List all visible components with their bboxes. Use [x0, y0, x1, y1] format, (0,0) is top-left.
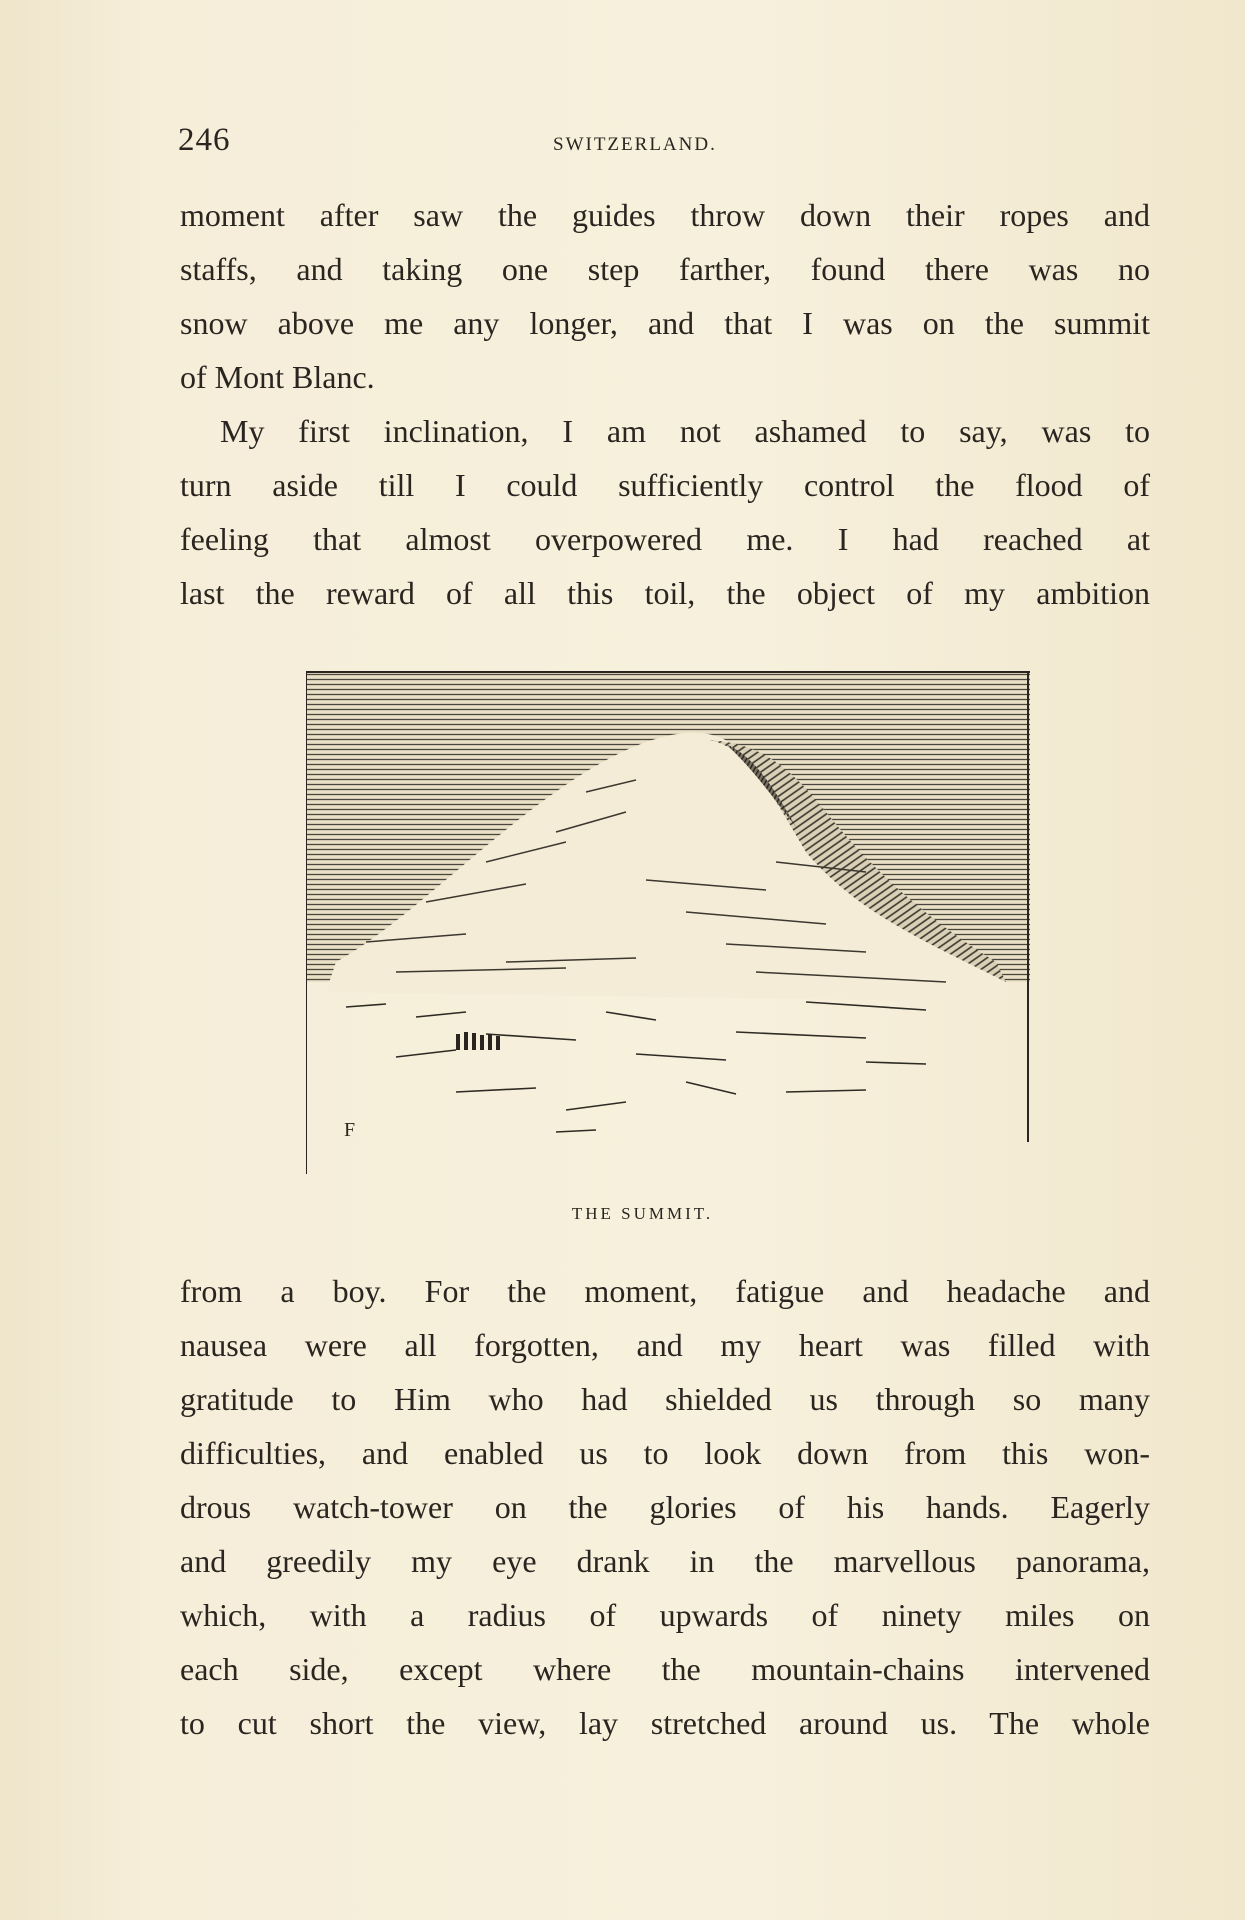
text-line: and greedily my eye drank in the marvellous panorama,	[180, 1543, 1150, 1579]
text-line: which, with a radius of upwards of ninety miles on	[180, 1597, 1150, 1633]
text-line: last the reward of all this toil, the object of my ambition	[180, 575, 1150, 611]
page-header	[178, 122, 1148, 162]
text-line: to cut short the view, lay stretched around us. The whole	[180, 1705, 1150, 1741]
text-line: from a boy. For the moment, fatigue and headache and	[180, 1273, 1150, 1309]
text-line: of Mont Blanc.	[180, 359, 375, 395]
text-line: snow above me any longer, and that I was on the summit	[180, 305, 1150, 341]
text-line: nausea were all forgotten, and my heart was filled with	[180, 1327, 1150, 1363]
text-line: My first inclination, I am not ashamed to say, was to	[220, 413, 1150, 449]
text-line: moment after saw the guides throw down their ropes and	[180, 197, 1150, 233]
text-line: each side, except where the mountain-chains intervened	[180, 1651, 1150, 1687]
engraving-the-summit	[306, 662, 1030, 1174]
body-text-bottom	[180, 1264, 1150, 1750]
summit-illustration	[306, 662, 1030, 1174]
engraver-mark: F	[344, 1119, 356, 1141]
page-number: 246	[178, 122, 231, 158]
text-line: gratitude to Him who had shielded us through so many	[180, 1381, 1150, 1417]
figure-caption: THE SUMMIT.	[571, 1204, 714, 1223]
text-line: turn aside till I could sufficiently control the flood of	[180, 467, 1150, 503]
text-line: feeling that almost overpowered me. I had reached at	[180, 521, 1150, 557]
body-text-top	[180, 188, 1150, 620]
running-head: SWITZERLAND.	[553, 134, 717, 155]
text-line: difficulties, and enabled us to look down from this won-	[180, 1435, 1150, 1471]
text-line: staffs, and taking one step farther, found there was no	[180, 251, 1150, 287]
text-line: drous watch-tower on the glories of his hands. Eagerly	[180, 1489, 1150, 1525]
